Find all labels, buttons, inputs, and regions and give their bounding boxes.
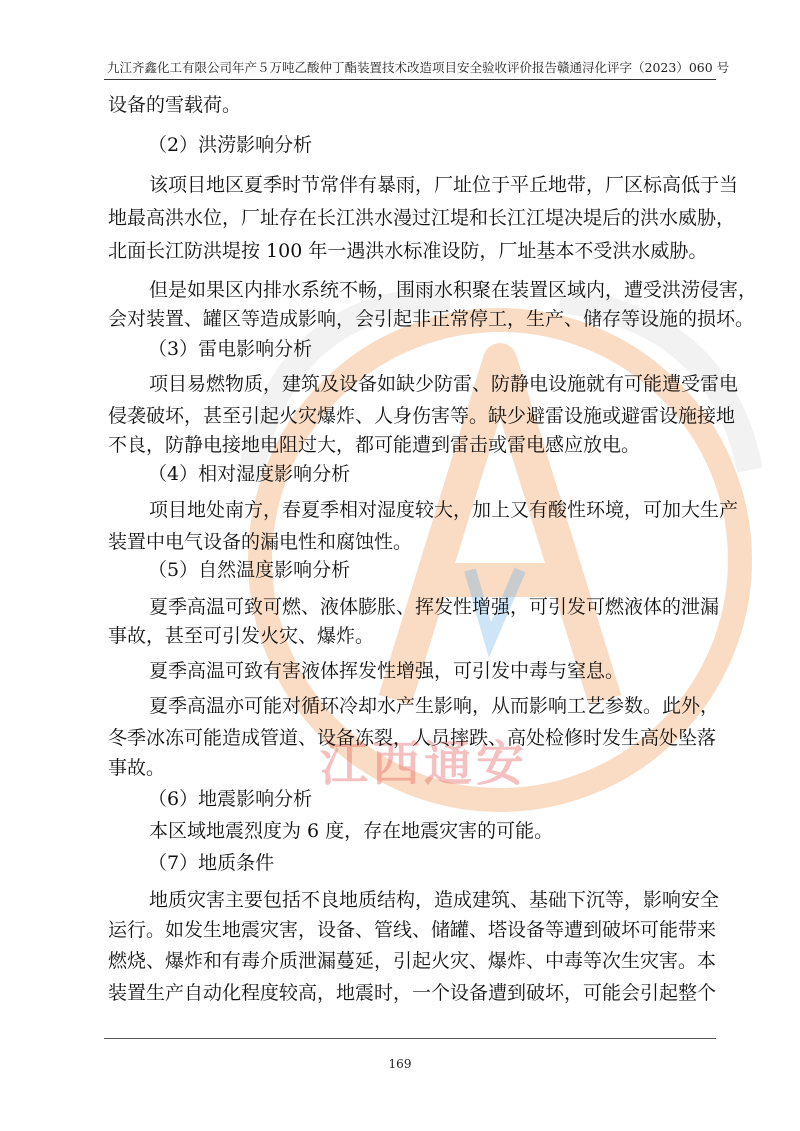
section-heading-flood: （2）洪涝影响分析 (148, 134, 313, 156)
paragraph-line: 本区域地震烈度为 6 度，存在地震灾害的可能。 (149, 820, 554, 842)
paragraph-line: 侵袭破坏，甚至引起火灾爆炸、人身伤害等。缺少避雷设施或避雷设施接地 (108, 405, 736, 427)
paragraph-line: 运行。如发生地震灾害，设备、管线、储罐、塔设备等遭到破坏可能带来 (108, 919, 717, 941)
section-heading-geology: （7）地质条件 (148, 852, 275, 874)
paragraph-line: 装置中电气设备的漏电性和腐蚀性。 (108, 531, 413, 553)
section-heading-earthquake: （6）地震影响分析 (148, 788, 313, 810)
paragraph-line: 事故，甚至可引发火灾、爆炸。 (108, 625, 375, 647)
section-heading-humidity: （4）相对湿度影响分析 (148, 463, 351, 485)
paragraph-line: 事故。 (108, 757, 166, 779)
paragraph-line: 该项目地区夏季时节常伴有暴雨，厂址位于平丘地带，厂区标高低于当 (149, 174, 739, 196)
header-report-title: 九江齐鑫化工有限公司年产５万吨乙酸仲丁酯装置技术改造项目安全验收评价报告 (107, 60, 558, 75)
page-number: 169 (388, 1057, 412, 1071)
paragraph-line: 冬季冰冻可能造成管道、设备冻裂，人员摔跌、高处检修时发生高处坠落 (108, 727, 717, 749)
paragraph-line: 燃烧、爆炸和有毒介质泄漏蔓延，引起火灾、爆炸、中毒等次生灾害。本 (108, 950, 717, 972)
page-header (107, 58, 730, 76)
section-heading-lightning: （3）雷电影响分析 (148, 338, 313, 360)
paragraph-line: 地质灾害主要包括不良地质结构，造成建筑、基础下沉等，影响安全 (149, 889, 720, 911)
header-rule (104, 79, 716, 80)
header-report-number: 赣通浔化评字（2023）060 号 (557, 60, 730, 75)
paragraph-line: 项目易燃物质，建筑及设备如缺少防雷、防静电设施就有可能遭受雷电 (149, 373, 739, 395)
paragraph-line: 但是如果区内排水系统不畅，围雨水积聚在装置区域内，遭受洪涝侵害， (149, 279, 758, 301)
paragraph-line: 北面长江防洪堤按 100 年一遇洪水标准设防，厂址基本不受洪水威胁。 (108, 240, 708, 262)
section-heading-temperature: （5）自然温度影响分析 (148, 559, 351, 581)
paragraph-line: 夏季高温可致可燃、液体膨胀、挥发性增强，可引发可燃液体的泄漏 (149, 596, 720, 618)
paragraph-line: 地最高洪水位，厂址存在长江洪水漫过江堤和长江江堤决堤后的洪水威胁， (108, 207, 736, 229)
paragraph-line: 设备的雪载荷。 (108, 94, 242, 116)
paragraph-line: 夏季高温可致有害液体挥发性增强，可引发中毒与窒息。 (149, 660, 625, 682)
footer-rule (104, 1038, 716, 1039)
paragraph-line: 会对装置、罐区等造成影响，会引起非正常停工，生产、储存等设施的损坏。 (108, 308, 755, 330)
paragraph-line: 夏季高温亦可能对循环冷却水产生影响，从而影响工艺参数。此外， (149, 695, 720, 717)
paragraph-line: 不良，防静电接地电阻过大，都可能遭到雷击或雷电感应放电。 (108, 434, 641, 456)
watermark-text: 江西通安 (320, 736, 529, 792)
paragraph-line: 装置生产自动化程度较高，地震时，一个设备遭到破坏，可能会引起整个 (108, 982, 717, 1004)
paragraph-line: 项目地处南方，春夏季相对湿度较大，加上又有酸性环境，可加大生产 (149, 499, 739, 521)
